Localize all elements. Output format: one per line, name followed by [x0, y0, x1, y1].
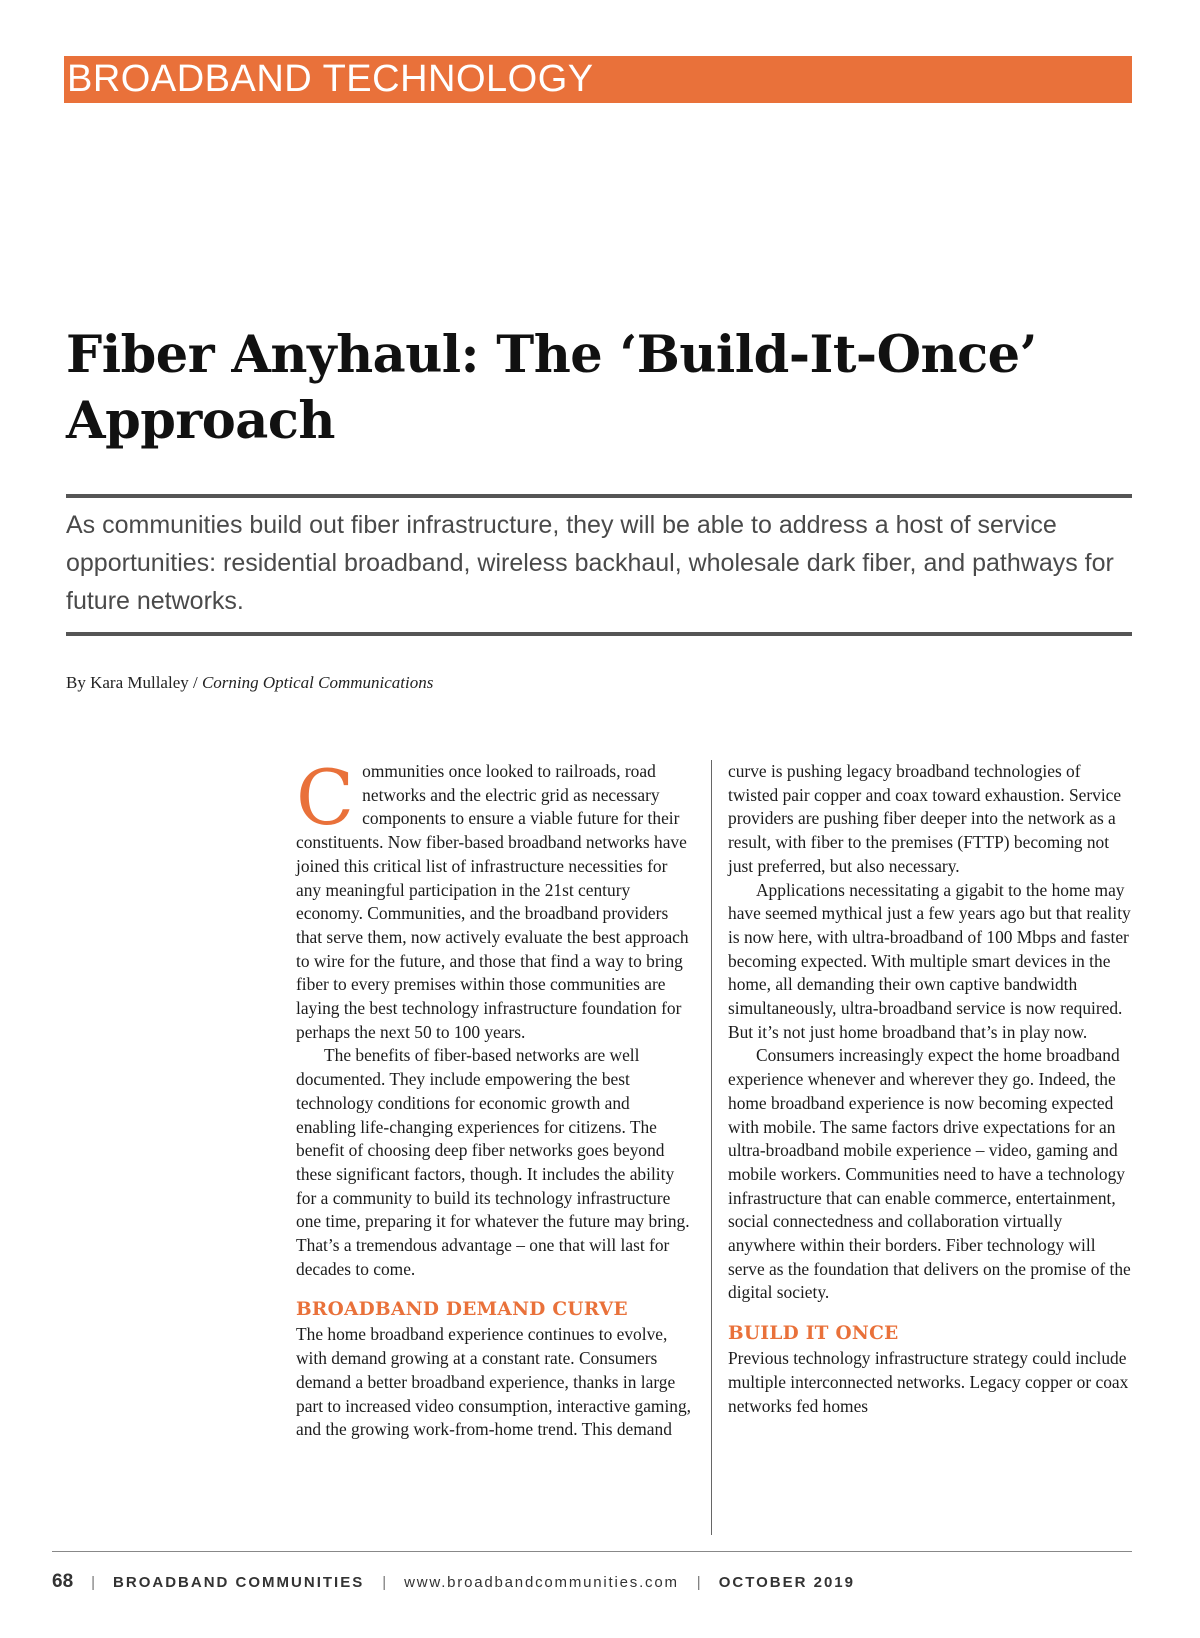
article-paragraph: Consumers increasingly expect the home broadband experience whenever and wherever they go. Indeed, the home broadband experience is now becoming expected with mobile. The same factors drive expectations for an ultra-broadband mobile experience – video, gaming and mobile workers. Communities need to have a technology infrastructure that can enable commerce, entertainment, social connectedness and collaboration virtually anywhere within their borders. Fiber technology will serve as the foundation that delivers on the promise of the digital society. [728, 1045, 1131, 1303]
paragraph-text: ommunities once looked to railroads, road networks and the electric grid as necessary components to ensure a viable future for their constituents. Now fiber-based broadband networks have joined this critical list of infrastructure necessities for any meaningful participation in the 21st century economy. Communities, and the broadband providers that serve them, now actively evaluate the best approach to wire for the future, and those that find a way to bring fiber to every premises within those communities are laying the best technology infrastructure foundation for perhaps the next 50 to 100 years. [296, 761, 689, 1042]
article-paragraph: The home broadband experience continues to evolve, with demand growing at a constant rate. Consumers demand a better broadband experience, thanks in large part to increased video consumption, interactive gaming, and the growing work-from-home trend. This demand [296, 1324, 692, 1440]
section-label: BROADBAND TECHNOLOGY [67, 58, 594, 100]
article-paragraph: curve is pushing legacy broadband technologies of twisted pair copper and coax toward exhaustion. Service providers are pushing fiber deeper into the network as a result, with fiber to the premises (FTTP) becoming not just preferred, but also necessary. [728, 761, 1122, 876]
drop-cap: C [296, 753, 355, 842]
subheading-build-it-once: BUILD IT ONCE [728, 1323, 899, 1345]
footer-separator: | [696, 1573, 701, 1591]
page-number: 68 [52, 1571, 74, 1592]
article-paragraph: Applications necessitating a gigabit to the home may have seemed mythical just a few years ago but that reality is now here, with ultra-broadband of 100 Mbps and faster becoming expected. With multiple smart devices in the home, all demanding their own captive bandwidth simultaneously, ultra-broadband service is now required. But it’s not just home broadband that’s in play now. [728, 879, 1131, 1042]
byline [66, 672, 433, 694]
article-title: Fiber Anyhaul: The ‘Build-It-Once’ Approach [66, 325, 1037, 451]
column-divider [711, 760, 712, 1535]
byline-author: By Kara Mullaley / [66, 673, 202, 692]
article-paragraph [296, 753, 692, 1044]
subheading-demand-curve: BROADBAND DEMAND CURVE [296, 1299, 628, 1321]
footer-separator: | [91, 1573, 96, 1591]
article-paragraph: The benefits of fiber-based networks are well documented. They include empowering the best technology conditions for economic growth and enabling life-changing experiences for citizens. The benefit of choosing deep fiber networks goes beyond these significant factors, though. It includes the ability for a community to build its technology infrastructure one time, preparing it for whatever the future may bring. That’s a tremendous advantage – one that will last for decades to come. [296, 1045, 690, 1279]
magazine-name: BROADBAND COMMUNITIES [113, 1573, 365, 1591]
issue-date: OCTOBER 2019 [718, 1573, 855, 1591]
section-banner [64, 56, 1132, 103]
article-column-right [728, 760, 1132, 1418]
footer-rule [52, 1551, 1132, 1552]
article-column-left [296, 753, 692, 1442]
website-link[interactable]: www.broadbandcommunities.com [404, 1573, 679, 1591]
byline-organization: Corning Optical Communications [201, 673, 434, 692]
title-divider-rule [66, 494, 1132, 498]
article-deck: As communities build out fiber infrastructure, they will be able to address a host of service opportunities: residential broadband, wireless backhaul, wholesale dark fiber, and pathways for future networks. [66, 511, 1114, 615]
deck-divider-rule [66, 632, 1132, 636]
article-paragraph: Previous technology infrastructure strategy could include multiple interconnected networks. Legacy copper or coax networks fed homes [728, 1348, 1129, 1416]
page-footer [52, 1568, 1132, 1596]
footer-separator: | [382, 1573, 387, 1591]
